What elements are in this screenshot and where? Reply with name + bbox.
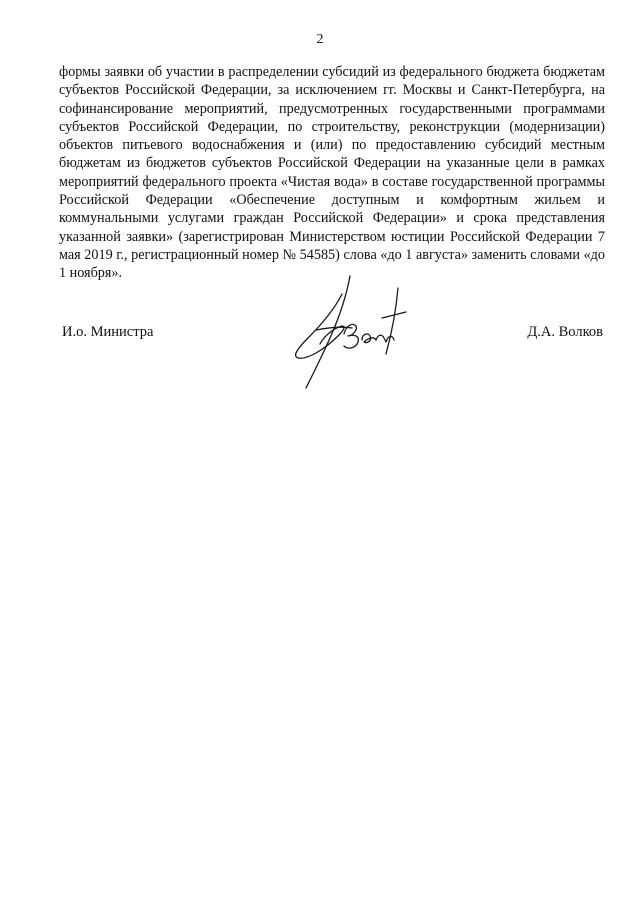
handwritten-signature-icon [286,270,416,395]
signer-name: Д.А. Волков [527,324,603,340]
signer-title: И.о. Министра [62,324,154,340]
body-paragraph: формы заявки об участии в распределении субсидий из федерального бюджета бюджетам субъектов Российской Федерации, за исключением гг. Москвы и Санкт-Петербурга, на софинансирование мероприятий, предусмотренных государственными программами субъектов Российской Федерации, по строительству, реконструкции (модернизации) объектов питьевого водоснабжения и (или) по предоставлению субсидий местным бюджетам из бюджетов субъектов Российской Федерации на указанные цели в рамках мероприятий федерального проекта «Чистая вода» в составе государственной программы Российской Федерации «Обеспечение доступным и комфортным жильем и коммунальными услугами граждан Российской Федерации» и срока представления указанной заявки» (зарегистрирован Министерством юстиции Российской Федерации 7 мая 2019 г., регистрационный номер № 54585) слова «до 1 августа» заменить словами «до 1 ноября». [59,64,605,282]
page-number: 2 [316,32,324,47]
